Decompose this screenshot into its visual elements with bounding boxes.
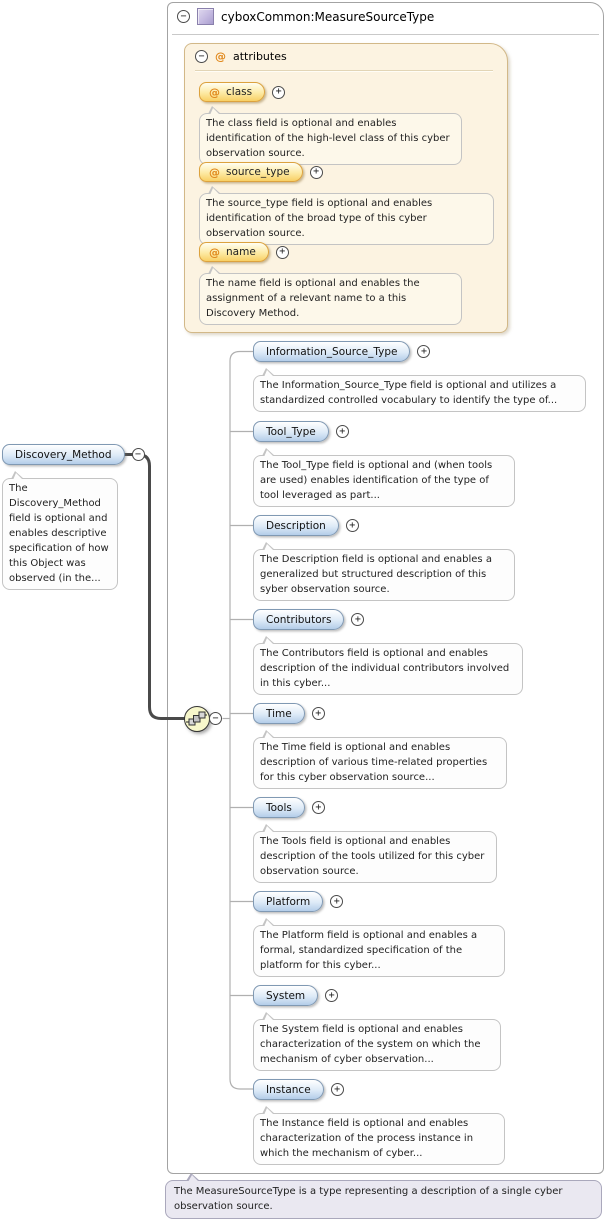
header-divider	[172, 34, 599, 35]
expand-icon[interactable]: +	[310, 166, 323, 179]
collapse-icon[interactable]: −	[177, 10, 190, 23]
element-description: The Description field is optional and enables a generalized but structured description of this syber observation source.	[253, 549, 515, 601]
root-element-row	[2, 444, 145, 465]
element-row	[253, 515, 492, 595]
expand-icon[interactable]: +	[346, 519, 359, 532]
element-description: The Platform field is optional and enables a formal, standardized specification of the platform for this cyber...	[253, 925, 505, 977]
element-row	[253, 341, 558, 406]
element-badge-tools[interactable]: Tools	[253, 797, 305, 818]
element-badge-contributors[interactable]: Contributors	[253, 609, 344, 630]
element-row	[253, 609, 510, 689]
expand-icon[interactable]: +	[351, 613, 364, 626]
expand-icon[interactable]: +	[325, 989, 338, 1002]
attribute-row	[199, 242, 289, 262]
element-badge-system[interactable]: System	[253, 985, 318, 1006]
element-description: The Instance field is optional and enables characterization of the process instance in which the mechanism of cyber...	[253, 1113, 505, 1165]
attribute-badge-class[interactable]	[199, 82, 265, 102]
attribute-at-icon: @	[209, 85, 220, 99]
attribute-label: source_type	[226, 166, 290, 178]
element-row	[253, 797, 485, 877]
element-description: The System field is optional and enables characterization of the system on which the mechanism of cyber observation...	[253, 1019, 501, 1071]
element-description: The Tool_Type field is optional and (when tools are used) enables identification of the type of tool leveraged as part...	[253, 455, 515, 507]
attribute-at-icon: @	[215, 50, 226, 63]
element-badge-description[interactable]: Description	[253, 515, 339, 536]
expand-icon[interactable]: +	[312, 801, 325, 814]
collapse-icon[interactable]: −	[195, 50, 208, 63]
element-row	[253, 985, 481, 1065]
attribute-row	[199, 162, 323, 182]
element-badge-tool-type[interactable]: Tool_Type	[253, 421, 329, 442]
attribute-badge-name[interactable]	[199, 242, 269, 262]
attribute-description: The name field is optional and enables the assignment of a relevant name to a this Discovery Method.	[199, 273, 462, 325]
element-row	[253, 891, 478, 971]
attribute-description: The class field is optional and enables identification of the high-level class of this cyber observation source.	[199, 113, 462, 165]
expand-icon[interactable]: +	[417, 345, 430, 358]
expand-icon[interactable]: +	[336, 425, 349, 438]
attributes-header	[195, 50, 287, 63]
complex-type-icon	[197, 8, 214, 25]
expand-icon[interactable]: +	[276, 246, 289, 259]
attributes-divider	[195, 70, 493, 72]
attribute-label: name	[226, 246, 256, 258]
type-title: cyboxCommon:MeasureSourceType	[221, 9, 435, 24]
attribute-at-icon: @	[209, 245, 220, 259]
element-badge-platform[interactable]: Platform	[253, 891, 323, 912]
element-row	[253, 703, 488, 783]
collapse-icon[interactable]: −	[132, 448, 145, 461]
element-badge-time[interactable]: Time	[253, 703, 305, 724]
element-badge-discovery-method[interactable]: Discovery_Method	[2, 444, 125, 465]
expand-icon[interactable]: +	[312, 707, 325, 720]
element-description: The Tools field is optional and enables description of the tools utilized for this cyber observation source.	[253, 831, 497, 883]
attribute-badge-source-type[interactable]	[199, 162, 303, 182]
attribute-label: class	[226, 86, 253, 98]
element-description: The Time field is optional and enables description of various time-related properties for this cyber observation source...	[253, 737, 507, 789]
element-row	[253, 421, 493, 501]
element-description: The Information_Source_Type field is optional and utilizes a standardized controlled vocabulary to identify the type of...	[253, 375, 586, 412]
footer-note: The MeasureSourceType is a type representing a description of a single cyber observation source.	[165, 1180, 602, 1219]
attribute-row	[199, 82, 285, 102]
attributes-box	[184, 43, 508, 333]
element-description: The Contributors field is optional and enables description of the individual contributors involved in this cyber...	[253, 643, 523, 695]
attribute-at-icon: @	[209, 165, 220, 179]
expand-icon[interactable]: +	[330, 895, 343, 908]
attribute-description: The source_type field is optional and enables identification of the broad type of this cyber observation source.	[199, 193, 494, 245]
expand-icon[interactable]: +	[272, 86, 285, 99]
frame-header	[177, 8, 434, 25]
element-description: The Discovery_Method field is optional and enables descriptive specification of how this Object was observed (in the...	[2, 478, 118, 590]
sequence-icon[interactable]	[184, 706, 210, 732]
attributes-label: attributes	[233, 50, 287, 63]
element-badge-instance[interactable]: Instance	[253, 1079, 324, 1100]
expand-icon[interactable]: +	[331, 1083, 344, 1096]
collapse-icon[interactable]: −	[209, 712, 222, 725]
element-row	[253, 1079, 474, 1159]
element-badge-information-source-type[interactable]: Information_Source_Type	[253, 341, 410, 362]
